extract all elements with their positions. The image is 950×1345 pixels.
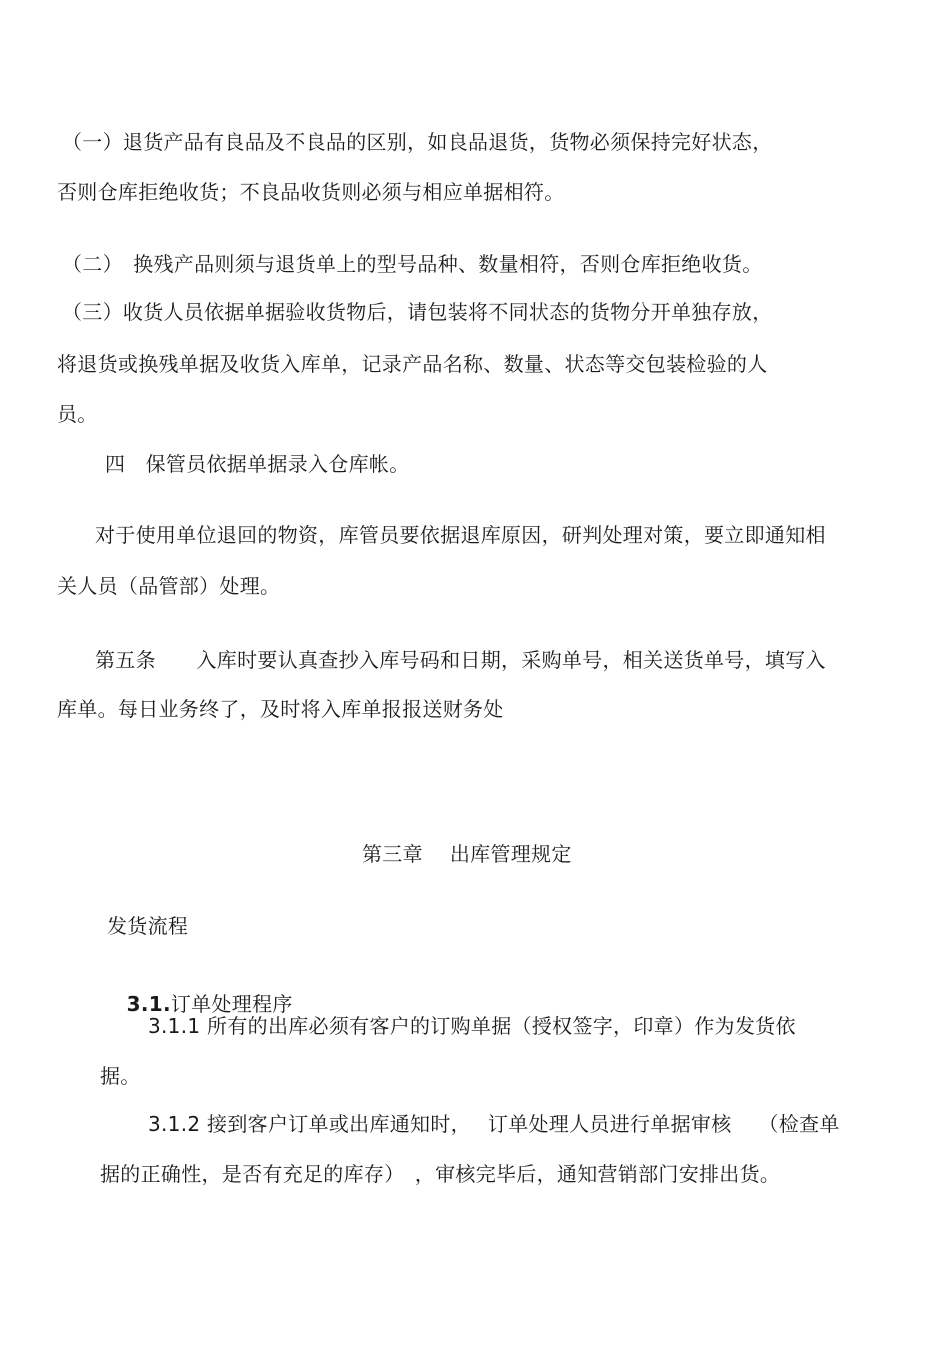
subsection-title: 订单处理程序 xyxy=(170,992,293,1016)
paragraph-line: 对于使用单位退回的物资，库管员要依据退库原因，研判处理对策，要立即通知相 xyxy=(95,523,826,547)
paragraph-line: 员。 xyxy=(57,402,98,426)
paragraph-line: 3.1.1 所有的出库必须有客户的订购单据（授权签字，印章）作为发货依 xyxy=(148,1014,796,1038)
paragraph-line: 第五条 入库时要认真查抄入库号码和日期，采购单号，相关送货单号，填写入 xyxy=(95,648,826,672)
paragraph-line: 据的正确性，是否有充足的库存） ，审核完毕后，通知营销部门安排出货。 xyxy=(100,1162,781,1186)
paragraph-line: （三）收货人员依据单据验收货物后，请包装将不同状态的货物分开单独存放， xyxy=(62,300,773,324)
paragraph-line: （一）退货产品有良品及不良品的区别，如良品退货，货物必须保持完好状态， xyxy=(62,130,773,154)
paragraph-line: 否则仓库拒绝收货；不良品收货则必须与相应单据相符。 xyxy=(57,180,565,204)
paragraph-line: （二） 换残产品则须与退货单上的型号品种、数量相符，否则仓库拒绝收货。 xyxy=(62,252,763,276)
paragraph-line: 库单。每日业务终了，及时将入库单报报送财务处 xyxy=(57,697,504,721)
chapter-heading: 第三章 出库管理规定 xyxy=(362,842,572,866)
paragraph-line: 四 保管员依据单据录入仓库帐。 xyxy=(105,452,410,476)
paragraph-line: 将退货或换残单据及收货入库单，记录产品名称、数量、状态等交包装检验的人 xyxy=(57,352,768,376)
paragraph-line: 关人员（品管部）处理。 xyxy=(57,574,281,598)
paragraph-line: 3.1.2 接到客户订单或出库通知时， 订单处理人员进行单据审核 （检查单 xyxy=(148,1112,840,1136)
paragraph-line: 据。 xyxy=(100,1064,141,1088)
section-heading: 发货流程 xyxy=(107,914,189,938)
subsection-number: 3.1. xyxy=(126,992,171,1016)
